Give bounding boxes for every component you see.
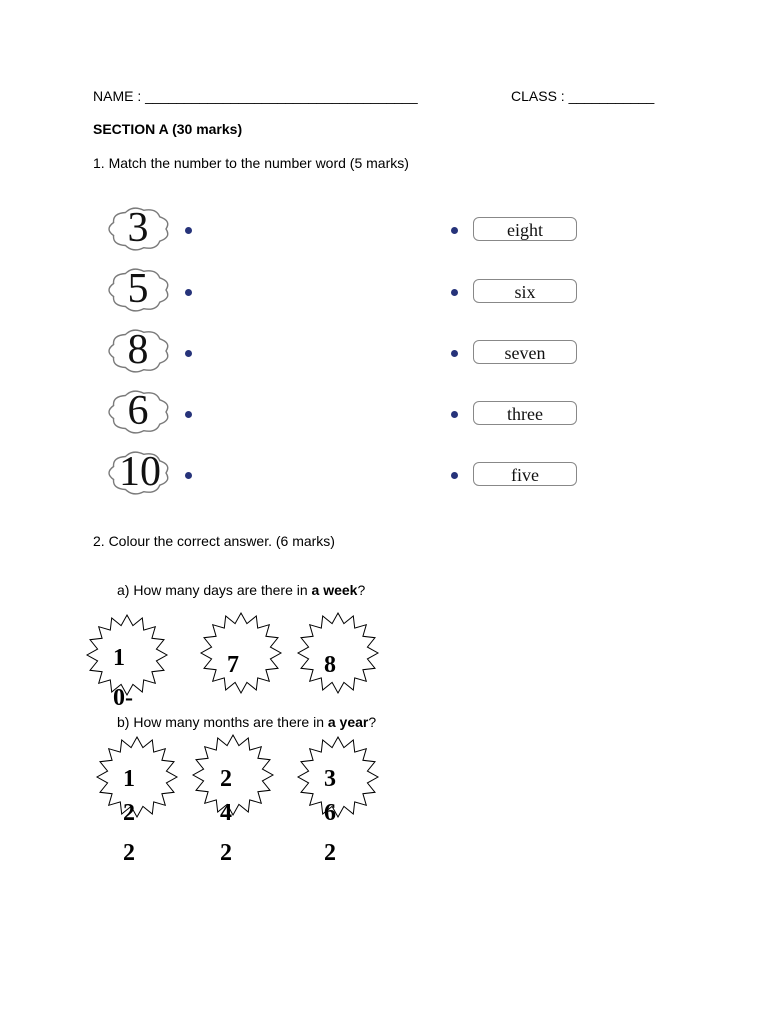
star-option-b3-line2: 6 [324,800,336,826]
star-option-b1-line2: 2 [123,800,135,826]
star-shape-2[interactable] [201,613,281,693]
cloud-number-4: 6 [127,388,149,434]
star-option-b1-line3: 2 [123,840,135,866]
star-shape-6[interactable] [298,737,378,817]
star-option-b2-line2: 4 [220,800,232,826]
right-match-dot[interactable] [451,289,458,296]
number-word-box-5: five [473,462,577,486]
cloud-number-3: 8 [127,327,149,373]
left-match-dot[interactable] [185,350,192,357]
cloud-number-5: 10 [119,449,161,495]
right-match-dot[interactable] [451,472,458,479]
star-option-a2: 7 [227,652,239,678]
star-option-b2-line1: 2 [220,766,232,792]
star-option-a3: 8 [324,652,336,678]
left-match-dot[interactable] [185,289,192,296]
class-field-label: CLASS : ___________ [511,88,655,104]
star-option-b2-line3: 2 [220,840,232,866]
star-option-a1-line2: 0- [113,685,133,711]
left-match-dot[interactable] [185,472,192,479]
number-word-box-4: three [473,401,577,425]
section-title: SECTION A (30 marks) [93,121,243,137]
number-word-box-3: seven [473,340,577,364]
right-match-dot[interactable] [451,350,458,357]
number-word-box-1: eight [473,217,577,241]
star-option-a1-line1: 1 [113,645,125,671]
cloud-number-1: 3 [127,205,149,251]
left-match-dot[interactable] [185,411,192,418]
question-1-prompt: 1. Match the number to the number word (5 marks) [93,155,409,171]
star-option-b3-line1: 3 [324,766,336,792]
star-shape-3[interactable] [298,613,378,693]
right-match-dot[interactable] [451,227,458,234]
question-2a-prompt: a) How many days are there in a week? [117,582,366,598]
left-match-dot[interactable] [185,227,192,234]
name-field-label: NAME : ___________________________________ [93,88,418,104]
question-2-prompt: 2. Colour the correct answer. (6 marks) [93,533,335,549]
star-option-b1-line1: 1 [123,766,135,792]
star-shape-4[interactable] [97,737,177,817]
star-shape-1[interactable] [87,615,167,695]
star-option-b3-line3: 2 [324,840,336,866]
number-word-box-2: six [473,279,577,303]
star-shape-5[interactable] [193,735,273,815]
cloud-number-2: 5 [127,266,149,312]
right-match-dot[interactable] [451,411,458,418]
question-2b-prompt: b) How many months are there in a year? [117,714,377,730]
